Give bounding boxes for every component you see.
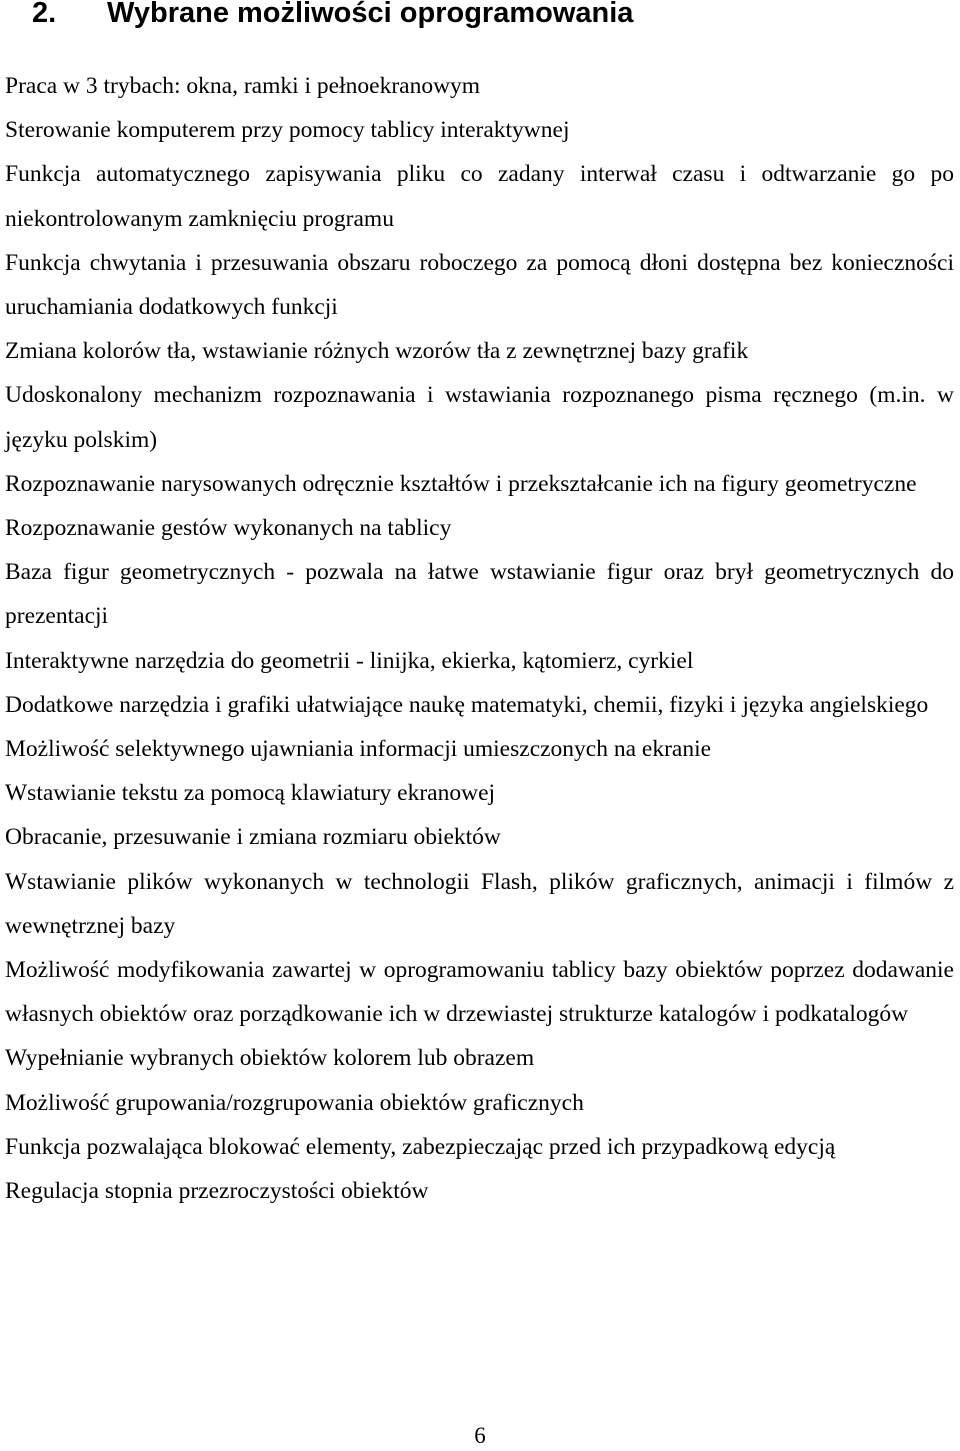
- list-item: Możliwość selektywnego ujawniania informacji umieszczonych na ekranie: [5, 736, 712, 763]
- list-item: Interaktywne narzędzia do geometrii - linijka, ekierka, kątomierz, cyrkiel: [5, 647, 694, 674]
- list-item: Funkcja pozwalająca blokować elementy, zabezpieczając przed ich przypadkową edycją: [5, 1133, 836, 1160]
- list-item: Wstawianie plików wykonanych w technologii Flash, plików graficznych, animacji i filmów z wewnętrznej bazy: [5, 868, 954, 939]
- list-item: Sterowanie komputerem przy pomocy tablicy interaktywnej: [5, 117, 570, 144]
- list-item: Regulacja stopnia przezroczystości obiektów: [5, 1178, 429, 1205]
- feature-list: [5, 64, 954, 1213]
- list-item: Dodatkowe narzędzia i grafiki ułatwiające naukę matematyki, chemii, fizyki i języka angielskiego: [5, 691, 929, 718]
- list-item: Funkcja automatycznego zapisywania pliku co zadany interwał czasu i odtwarzanie go po niekontrolowanym zamknięciu programu: [5, 161, 954, 232]
- section-heading: [32, 0, 633, 33]
- section-title: Wybrane możliwości oprogramowania: [107, 0, 634, 29]
- list-item: Wypełnianie wybranych obiektów kolorem lub obrazem: [5, 1045, 535, 1072]
- list-item: Rozpoznawanie narysowanych odręcznie kształtów i przekształcanie ich na figury geometryczne: [5, 470, 917, 497]
- list-item: Możliwość modyfikowania zawartej w oprogramowaniu tablicy bazy obiektów poprzez dodawanie własnych obiektów oraz porządkowanie ich w drzewiastej strukturze katalogów i podkatalogów: [5, 957, 954, 1028]
- list-item: Praca w 3 trybach: okna, ramki i pełnoekranowym: [5, 73, 481, 99]
- list-item: Możliwość grupowania/rozgrupowania obiektów graficznych: [5, 1089, 584, 1116]
- page-number: 6: [474, 1423, 486, 1448]
- section-number: 2.: [32, 0, 57, 29]
- list-item: Udoskonalony mechanizm rozpoznawania i wstawiania rozpoznanego pisma ręcznego (m.in. w języku polskim): [5, 382, 954, 453]
- list-item: Rozpoznawanie gestów wykonanych na tablicy: [5, 515, 452, 542]
- list-item: Obracanie, przesuwanie i zmiana rozmiaru obiektów: [5, 824, 501, 851]
- list-item: Zmiana kolorów tła, wstawianie różnych wzorów tła z zewnętrznej bazy grafik: [5, 338, 749, 365]
- list-item: Baza figur geometrycznych - pozwala na łatwe wstawianie figur oraz brył geometrycznych do prezentacji: [5, 559, 954, 630]
- list-item: Funkcja chwytania i przesuwania obszaru roboczego za pomocą dłoni dostępna bez konieczności uruchamiania dodatkowych funkcji: [5, 249, 954, 321]
- list-item: Wstawianie tekstu za pomocą klawiatury ekranowej: [5, 780, 496, 807]
